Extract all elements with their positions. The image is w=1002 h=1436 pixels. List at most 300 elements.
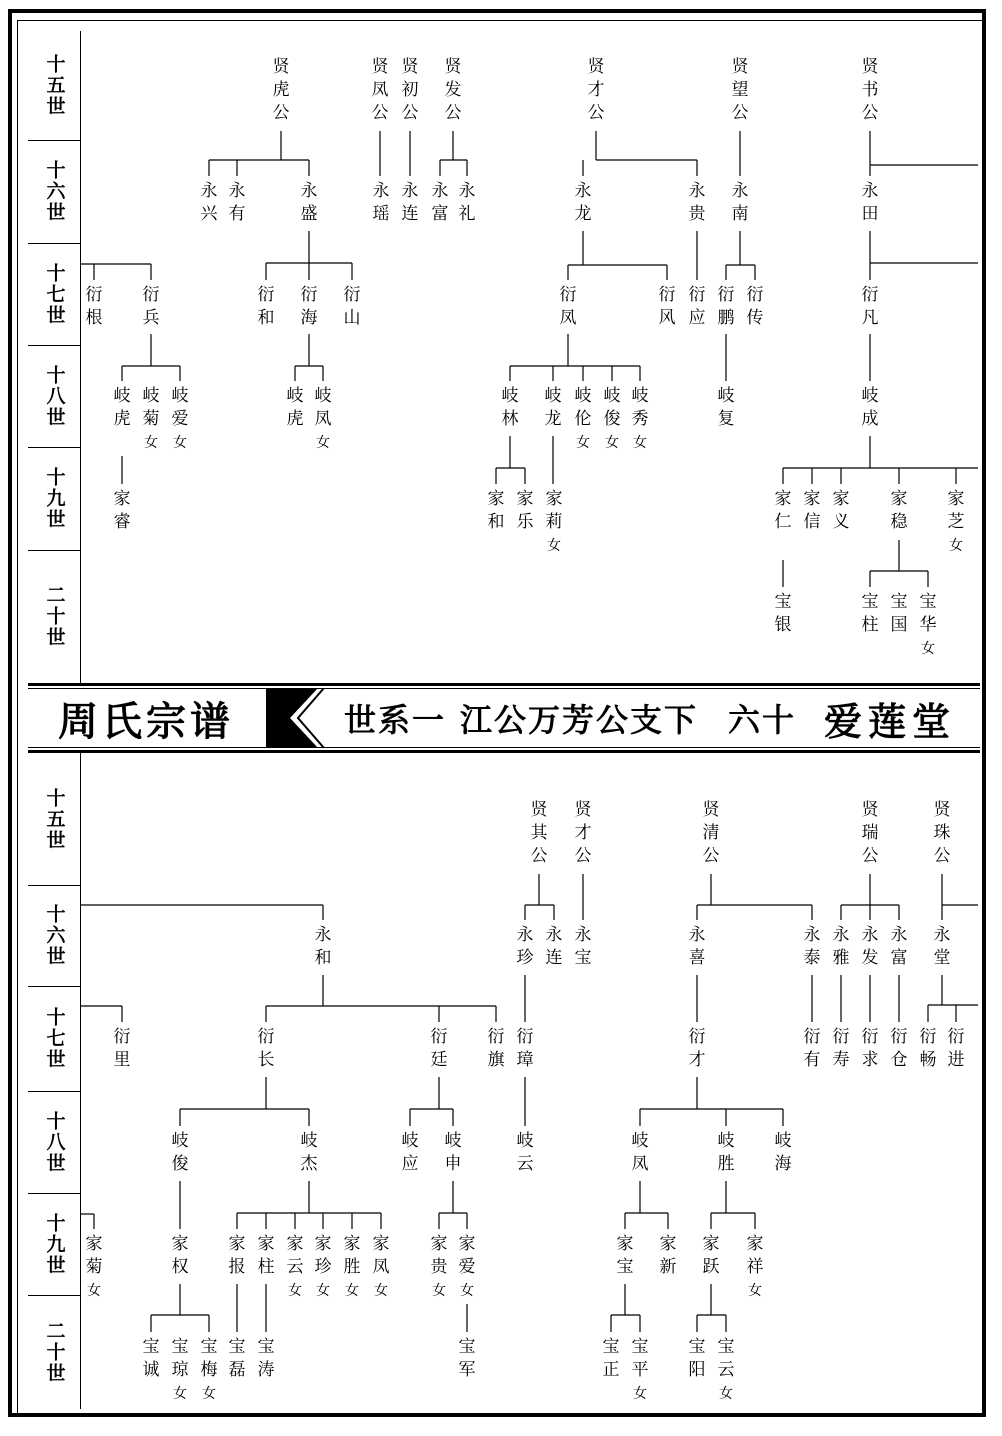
bottom-person-b38: [229, 1234, 246, 1277]
person-name-char: 衍: [919, 1027, 937, 1047]
person-name-char: 宝: [142, 1337, 160, 1357]
person-name-char: 女: [87, 1283, 101, 1299]
bottom-person-b17: [258, 1027, 275, 1070]
person-name-char: 畅: [919, 1050, 937, 1070]
person-name-char: 初: [401, 80, 419, 100]
person-name-char: 贤: [587, 57, 605, 77]
person-name-char: 岐: [631, 386, 649, 406]
person-name-char: 长: [257, 1050, 275, 1070]
person-name-char: 衍: [746, 285, 764, 305]
person-name-char: 俊: [603, 409, 621, 429]
person-name-char: 正: [602, 1360, 620, 1380]
bottom-person-b42: [344, 1234, 361, 1299]
person-name-char: 公: [933, 846, 951, 866]
person-name-char: 公: [587, 103, 605, 123]
book-title: 周氏宗谱: [58, 697, 234, 745]
bottom-person-b28: [172, 1131, 189, 1174]
person-name-char: 岐: [300, 1131, 318, 1151]
person-name-char: 衍: [257, 285, 275, 305]
person-name-char: 兴: [200, 204, 218, 224]
person-name-char: 宝: [919, 592, 937, 612]
person-name-char: 爱: [171, 409, 189, 429]
person-name-char: 女: [633, 435, 647, 451]
person-name-char: 女: [288, 1283, 302, 1299]
bottom-person-b11: [804, 925, 821, 968]
bottom-person-b31: [445, 1131, 462, 1174]
person-name-char: 秀: [631, 409, 649, 429]
person-name-char: 岐: [171, 386, 189, 406]
bottom-person-b9: [575, 925, 592, 968]
person-name-char: 柱: [861, 615, 879, 635]
bottom-person-b32: [517, 1131, 534, 1174]
person-name-char: 岐: [774, 1131, 792, 1151]
person-name-char: 家: [516, 489, 534, 509]
bottom-person-b10: [689, 925, 706, 968]
person-name-char: 岐: [717, 1131, 735, 1151]
person-name-char: 虎: [286, 409, 304, 429]
person-name-char: 女: [202, 1386, 216, 1402]
person-name-char: 芝: [947, 512, 965, 532]
person-name-char: 诚: [142, 1360, 160, 1380]
person-name-char: 衍: [890, 1027, 908, 1047]
person-name-char: 贵: [688, 204, 706, 224]
person-name-char: 女: [432, 1283, 446, 1299]
person-name-char: 衍: [688, 1027, 706, 1047]
person-name-char: 岐: [501, 386, 519, 406]
person-name-char: 岐: [631, 1131, 649, 1151]
person-name-char: 信: [803, 512, 821, 532]
bottom-person-b15: [934, 925, 951, 968]
person-name-char: 岐: [516, 1131, 534, 1151]
person-name-char: 林: [501, 409, 519, 429]
person-name-char: 公: [731, 103, 749, 123]
person-name-char: 公: [401, 103, 419, 123]
person-name-char: 胜: [343, 1257, 361, 1277]
person-name-char: 堂: [933, 948, 951, 968]
person-name-char: 永: [574, 181, 592, 201]
person-name-char: 女: [173, 1386, 187, 1402]
person-name-char: 家: [228, 1234, 246, 1254]
bottom-person-b56: [603, 1337, 620, 1380]
person-name-char: 珍: [516, 948, 534, 968]
person-name-char: 永: [314, 925, 332, 945]
bottom-person-b45: [459, 1234, 476, 1299]
person-name-char: 永: [688, 181, 706, 201]
person-name-char: 家: [890, 489, 908, 509]
generation-text: 十八世: [43, 1110, 66, 1174]
person-name-char: 贤: [401, 57, 419, 77]
person-name-char: 宝: [890, 592, 908, 612]
person-name-char: 家: [803, 489, 821, 509]
bottom-person-b13: [862, 925, 879, 968]
person-name-char: 菊: [142, 409, 160, 429]
bottom-person-b35: [775, 1131, 792, 1174]
person-name-char: 报: [228, 1257, 246, 1277]
person-name-char: 宝: [171, 1337, 189, 1357]
person-name-char: 宝: [631, 1337, 649, 1357]
person-name-char: 祥: [746, 1257, 764, 1277]
bottom-person-b37: [172, 1234, 189, 1277]
person-name-char: 女: [460, 1283, 474, 1299]
person-name-char: 永: [803, 925, 821, 945]
person-name-char: 家: [286, 1234, 304, 1254]
person-name-char: 磊: [228, 1360, 246, 1380]
person-name-char: 家: [947, 489, 965, 509]
person-name-char: 宝: [602, 1337, 620, 1357]
person-name-char: 莉: [545, 512, 563, 532]
bottom-person-b4: [862, 800, 880, 866]
hall-name: 爱莲堂: [824, 698, 957, 744]
person-name-char: 岐: [401, 1131, 419, 1151]
person-name-char: 仁: [774, 512, 792, 532]
person-name-char: 永: [574, 925, 592, 945]
person-name-char: 永: [861, 181, 879, 201]
person-name-char: 家: [458, 1234, 476, 1254]
person-name-char: 永: [431, 181, 449, 201]
person-name-char: 虎: [272, 80, 290, 100]
person-name-char: 瑶: [372, 204, 390, 224]
page-number: 六十: [728, 701, 797, 739]
person-name-char: 稳: [890, 512, 908, 532]
generation-text: 二十世: [43, 1320, 66, 1384]
person-name-char: 海: [774, 1154, 792, 1174]
person-name-char: 岐: [544, 386, 562, 406]
person-name-char: 家: [113, 489, 131, 509]
person-name-char: 凤: [371, 80, 389, 100]
person-name-char: 衍: [559, 285, 577, 305]
person-name-char: 云: [286, 1257, 304, 1277]
bottom-person-b46: [617, 1234, 634, 1277]
person-name-char: 新: [659, 1257, 677, 1277]
person-name-char: 书: [861, 80, 879, 100]
person-name-char: 贤: [371, 57, 389, 77]
person-name-char: 宝: [688, 1337, 706, 1357]
person-name-char: 公: [861, 846, 879, 866]
person-name-char: 衍: [300, 285, 318, 305]
bottom-person-b3: [703, 800, 721, 866]
person-name-char: 琼: [171, 1360, 189, 1380]
bottom-person-b1: [531, 800, 549, 866]
person-name-char: 睿: [113, 512, 131, 532]
person-name-char: 龙: [574, 204, 592, 224]
person-name-char: 衍: [803, 1027, 821, 1047]
person-name-char: 岐: [444, 1131, 462, 1151]
person-name-char: 爱: [458, 1257, 476, 1277]
person-name-char: 发: [444, 80, 462, 100]
person-name-char: 廷: [430, 1050, 448, 1070]
generation-text: 十七世: [43, 262, 66, 326]
bottom-person-b41: [315, 1234, 332, 1299]
person-name-char: 家: [746, 1234, 764, 1254]
person-name-char: 永: [300, 181, 318, 201]
person-name-char: 宝: [616, 1257, 634, 1277]
person-name-char: 贤: [444, 57, 462, 77]
person-name-char: 岐: [717, 386, 735, 406]
bottom-person-b52: [201, 1337, 218, 1402]
generation-text: 十六世: [43, 160, 66, 223]
person-name-char: 山: [343, 308, 361, 328]
person-name-char: 虎: [113, 409, 131, 429]
person-name-char: 宝: [574, 948, 592, 968]
person-name-char: 才: [587, 80, 605, 100]
person-name-char: 永: [372, 181, 390, 201]
bottom-person-b57: [632, 1337, 649, 1402]
generation-text: 十七世: [43, 1007, 66, 1070]
person-name-char: 衍: [85, 285, 103, 305]
person-name-char: 永: [832, 925, 850, 945]
bottom-person-b12: [833, 925, 850, 968]
person-name-char: 海: [300, 308, 318, 328]
person-name-char: 宝: [774, 592, 792, 612]
person-name-char: 公: [574, 846, 592, 866]
person-name-char: 华: [919, 615, 937, 635]
person-name-char: 宝: [717, 1337, 735, 1357]
person-name-char: 宝: [200, 1337, 218, 1357]
bottom-person-b6: [315, 925, 332, 968]
bottom-person-b48: [703, 1234, 720, 1277]
person-name-char: 永: [890, 925, 908, 945]
person-name-char: 珍: [314, 1257, 332, 1277]
person-name-char: 寿: [832, 1050, 850, 1070]
person-name-char: 清: [702, 823, 720, 843]
bottom-person-b22: [804, 1027, 821, 1070]
person-name-char: 女: [173, 435, 187, 451]
person-name-char: 永: [688, 925, 706, 945]
person-name-char: 望: [731, 80, 749, 100]
bottom-person-b34: [718, 1131, 735, 1174]
branch-label: 江公万芳公支下: [460, 701, 699, 739]
person-name-char: 应: [688, 308, 706, 328]
person-name-char: 公: [272, 103, 290, 123]
bottom-person-b16: [114, 1027, 131, 1070]
person-name-char: 和: [487, 512, 505, 532]
person-name-char: 鹏: [717, 308, 735, 328]
person-name-char: 阳: [688, 1360, 706, 1380]
person-name-char: 岐: [113, 386, 131, 406]
person-name-char: 女: [374, 1283, 388, 1299]
person-name-char: 雅: [832, 948, 850, 968]
person-name-char: 公: [530, 846, 548, 866]
person-name-char: 永: [228, 181, 246, 201]
person-name-char: 衍: [861, 285, 879, 305]
person-name-char: 衍: [430, 1027, 448, 1047]
person-name-char: 岐: [861, 386, 879, 406]
person-name-char: 传: [746, 308, 764, 328]
person-name-char: 权: [171, 1257, 189, 1277]
person-name-char: 衍: [717, 285, 735, 305]
title-band: [28, 683, 980, 753]
person-name-char: 宝: [257, 1337, 275, 1357]
person-name-char: 衍: [832, 1027, 850, 1047]
generation-text: 十六世: [43, 904, 66, 967]
bottom-person-b26: [920, 1027, 937, 1070]
person-name-char: 涛: [257, 1360, 275, 1380]
bottom-person-b33: [632, 1131, 649, 1174]
person-name-char: 岐: [603, 386, 621, 406]
section-label: 世系一: [344, 701, 447, 739]
person-name-char: 旗: [487, 1050, 505, 1070]
person-name-char: 公: [861, 103, 879, 123]
person-name-char: 珠: [933, 823, 951, 843]
person-name-char: 家: [372, 1234, 390, 1254]
bottom-person-b36: [86, 1234, 103, 1299]
person-name-char: 女: [748, 1283, 762, 1299]
person-name-char: 柱: [257, 1257, 275, 1277]
person-name-char: 南: [731, 204, 749, 224]
person-name-char: 家: [257, 1234, 275, 1254]
bottom-person-b43: [373, 1234, 390, 1299]
person-name-char: 衍: [658, 285, 676, 305]
person-name-char: 家: [545, 489, 563, 509]
person-name-char: 贤: [731, 57, 749, 77]
generation-text: 十九世: [43, 1212, 66, 1276]
person-name-char: 宝: [861, 592, 879, 612]
bottom-person-b30: [402, 1131, 419, 1174]
person-name-char: 贤: [861, 800, 879, 820]
person-name-char: 永: [731, 181, 749, 201]
bottom-person-b24: [862, 1027, 879, 1070]
bottom-person-b18: [431, 1027, 448, 1070]
person-name-char: 胜: [717, 1154, 735, 1174]
bottom-person-b20: [517, 1027, 534, 1070]
person-name-char: 仓: [890, 1050, 908, 1070]
person-name-char: 里: [113, 1050, 131, 1070]
person-name-char: 乐: [516, 512, 534, 532]
person-name-char: 衍: [113, 1027, 131, 1047]
person-name-char: 家: [659, 1234, 677, 1254]
person-name-char: 衍: [343, 285, 361, 305]
person-name-char: 岐: [574, 386, 592, 406]
person-name-char: 盛: [300, 204, 318, 224]
person-name-char: 衍: [688, 285, 706, 305]
bottom-person-b47: [660, 1234, 677, 1277]
person-name-char: 凤: [372, 1257, 390, 1277]
bottom-person-b7: [517, 925, 534, 968]
person-name-char: 银: [774, 615, 792, 635]
person-name-char: 永: [545, 925, 563, 945]
person-name-char: 才: [574, 823, 592, 843]
person-name-char: 家: [832, 489, 850, 509]
person-name-char: 菊: [85, 1257, 103, 1277]
person-name-char: 发: [861, 948, 879, 968]
person-name-char: 女: [144, 435, 158, 451]
person-name-char: 公: [702, 846, 720, 866]
bottom-person-b39: [258, 1234, 275, 1277]
person-name-char: 军: [458, 1360, 476, 1380]
person-name-char: 和: [314, 948, 332, 968]
person-name-char: 贤: [702, 800, 720, 820]
bottom-person-b53: [229, 1337, 246, 1380]
person-name-char: 女: [949, 538, 963, 554]
generation-text: 十五世: [43, 54, 66, 117]
person-name-char: 俊: [171, 1154, 189, 1174]
person-name-char: 云: [717, 1360, 735, 1380]
person-name-char: 衍: [516, 1027, 534, 1047]
person-name-char: 女: [345, 1283, 359, 1299]
bottom-person-b27: [948, 1027, 965, 1070]
person-name-char: 风: [658, 308, 676, 328]
person-name-char: 跃: [702, 1257, 720, 1277]
person-name-char: 家: [616, 1234, 634, 1254]
person-name-char: 进: [947, 1050, 965, 1070]
person-name-char: 女: [921, 641, 935, 657]
person-name-char: 凤: [631, 1154, 649, 1174]
person-name-char: 泰: [803, 948, 821, 968]
person-name-char: 衍: [142, 285, 160, 305]
bottom-person-b58: [689, 1337, 706, 1380]
person-name-char: 衍: [947, 1027, 965, 1047]
person-name-char: 衍: [487, 1027, 505, 1047]
bottom-person-b19: [488, 1027, 505, 1070]
person-name-char: 岐: [286, 386, 304, 406]
person-name-char: 国: [890, 615, 908, 635]
person-name-char: 龙: [544, 409, 562, 429]
person-name-char: 有: [228, 204, 246, 224]
person-name-char: 凤: [559, 308, 577, 328]
person-name-char: 家: [171, 1234, 189, 1254]
person-name-char: 女: [719, 1386, 733, 1402]
person-name-char: 应: [401, 1154, 419, 1174]
person-name-char: 富: [431, 204, 449, 224]
bottom-person-b29: [301, 1131, 319, 1174]
person-name-char: 家: [314, 1234, 332, 1254]
bottom-person-b14: [891, 925, 908, 968]
generation-text: 十五世: [43, 787, 66, 851]
person-name-char: 永: [200, 181, 218, 201]
person-name-char: 永: [516, 925, 534, 945]
person-name-char: 永: [861, 925, 879, 945]
person-name-char: 永: [401, 181, 419, 201]
person-name-char: 贤: [861, 57, 879, 77]
person-name-char: 复: [717, 409, 735, 429]
person-name-char: 富: [890, 948, 908, 968]
person-name-char: 贤: [272, 57, 290, 77]
generation-text: 十九世: [43, 467, 66, 530]
bottom-person-b5: [934, 800, 952, 866]
person-name-char: 衍: [861, 1027, 879, 1047]
person-name-char: 岐: [171, 1131, 189, 1151]
person-name-char: 瑞: [861, 823, 879, 843]
person-name-char: 家: [430, 1234, 448, 1254]
person-name-char: 衍: [257, 1027, 275, 1047]
person-name-char: 求: [861, 1050, 879, 1070]
person-name-char: 其: [530, 823, 548, 843]
person-name-char: 有: [803, 1050, 821, 1070]
bottom-person-b54: [258, 1337, 275, 1380]
person-name-char: 云: [516, 1154, 534, 1174]
bottom-person-b21: [689, 1027, 706, 1070]
person-name-char: 根: [85, 308, 103, 328]
person-name-char: 凡: [861, 308, 879, 328]
person-name-char: 家: [702, 1234, 720, 1254]
generation-text: 二十世: [43, 585, 66, 648]
person-name-char: 田: [861, 204, 879, 224]
person-name-char: 申: [444, 1154, 462, 1174]
generation-text: 十八世: [43, 364, 66, 428]
person-name-char: 杰: [300, 1154, 318, 1174]
bottom-person-b2: [575, 800, 593, 866]
person-name-char: 璋: [516, 1050, 534, 1070]
person-name-char: 宝: [458, 1337, 476, 1357]
person-name-char: 成: [861, 409, 879, 429]
person-name-char: 家: [85, 1234, 103, 1254]
person-name-char: 贤: [933, 800, 951, 820]
bottom-person-b55: [459, 1337, 476, 1380]
person-name-char: 贵: [430, 1257, 448, 1277]
person-name-char: 礼: [458, 204, 476, 224]
person-name-char: 梅: [200, 1360, 218, 1380]
person-name-char: 公: [371, 103, 389, 123]
